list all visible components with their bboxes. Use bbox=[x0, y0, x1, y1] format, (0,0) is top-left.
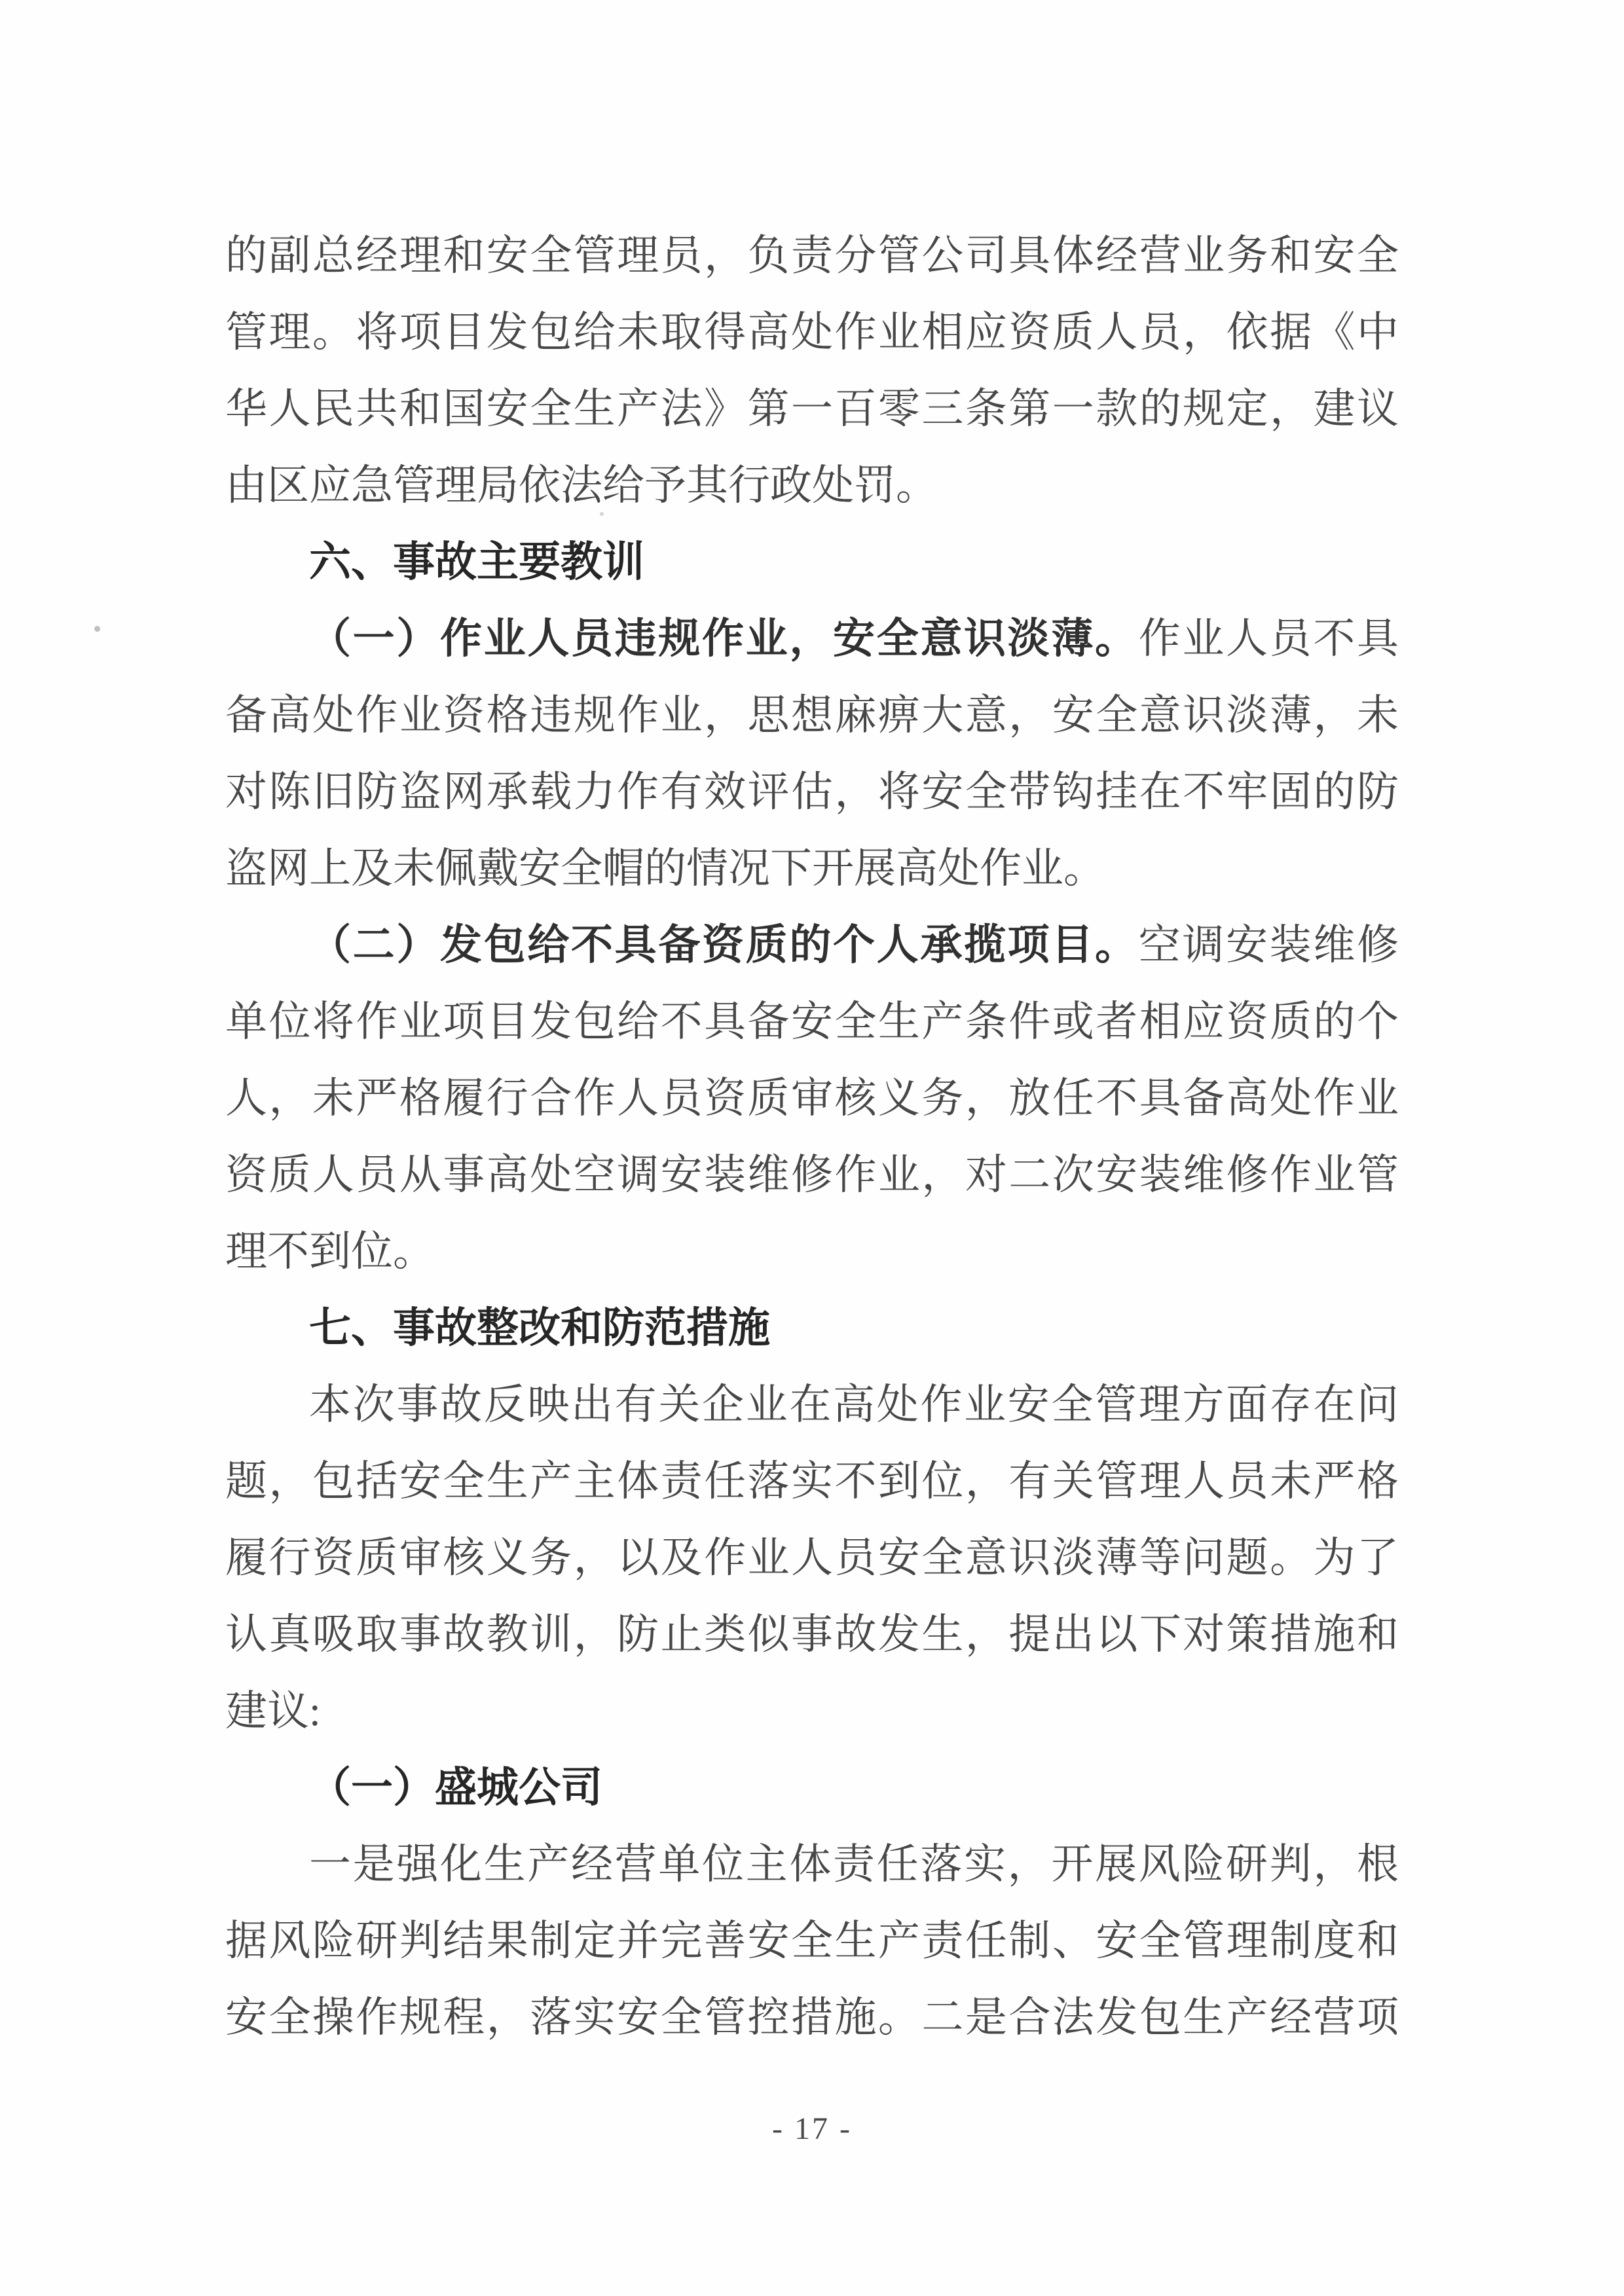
subsection-title: （二）发包给不具备资质的个人承揽项目。 bbox=[309, 922, 1139, 968]
text-line bbox=[225, 294, 1399, 371]
text-run: 的副总经理和安全管理员，负责分管公司具体经营业务和安全 bbox=[225, 232, 1399, 279]
scan-speck bbox=[94, 626, 100, 632]
text-run: 单位将作业项目发包给不具备安全生产条件或者相应资质的个 bbox=[225, 998, 1399, 1045]
text-run: 认真吸取事故教训，防止类似事故发生，提出以下对策措施和 bbox=[225, 1611, 1399, 1658]
text-run: 管理。将项目发包给未取得高处作业相应资质人员，依据《中 bbox=[225, 309, 1399, 355]
page-number: - 17 - bbox=[772, 2111, 852, 2146]
text-line bbox=[225, 1137, 1399, 1213]
document-body bbox=[225, 217, 1399, 2056]
text-run: 由区应急管理局依法给予其行政处罚。 bbox=[225, 462, 938, 509]
text-line bbox=[225, 677, 1399, 754]
heading-text: （一）盛城公司 bbox=[309, 1764, 602, 1811]
text-line bbox=[225, 1826, 1399, 1903]
text-run: 人，未严格履行合作人员资质审核义务，放任不具备高处作业 bbox=[225, 1075, 1399, 1121]
heading-text: 六、事故主要教训 bbox=[309, 539, 644, 585]
text-run: 盗网上及未佩戴安全帽的情况下开展高处作业。 bbox=[225, 845, 1105, 892]
heading-section-six bbox=[225, 524, 1399, 600]
text-line bbox=[225, 371, 1399, 447]
text-run: 一是强化生产经营单位主体责任落实，开展风险研判，根 bbox=[309, 1841, 1399, 1887]
text-line bbox=[225, 1979, 1399, 2056]
text-line bbox=[225, 1213, 1399, 1290]
heading-section-seven bbox=[225, 1290, 1399, 1366]
text-line bbox=[225, 983, 1399, 1060]
text-line bbox=[225, 217, 1399, 294]
text-line bbox=[225, 1443, 1399, 1520]
text-line bbox=[225, 1596, 1399, 1673]
text-run: 作业人员不具 bbox=[1138, 615, 1399, 662]
text-run: 空调安装维修 bbox=[1138, 922, 1399, 968]
subsection-title: （一）作业人员违规作业，安全意识淡薄。 bbox=[309, 615, 1139, 662]
text-run: 安全操作规程，落实安全管控措施。二是合法发包生产经营项 bbox=[225, 1994, 1399, 2041]
text-run: 本次事故反映出有关企业在高处作业安全管理方面存在问 bbox=[309, 1381, 1399, 1428]
text-run: 资质人员从事高处空调安装维修作业，对二次安装维修作业管 bbox=[225, 1152, 1399, 1198]
text-line bbox=[225, 1673, 1399, 1749]
text-run: 备高处作业资格违规作业，思想麻痹大意，安全意识淡薄，未 bbox=[225, 692, 1399, 738]
text-run: 华人民共和国安全生产法》第一百零三条第一款的规定，建议 bbox=[225, 386, 1399, 432]
text-line bbox=[225, 830, 1399, 907]
text-line bbox=[225, 600, 1399, 677]
heading-text: 七、事故整改和防范措施 bbox=[309, 1305, 770, 1351]
text-run: 履行资质审核义务，以及作业人员安全意识淡薄等问题。为了 bbox=[225, 1535, 1399, 1581]
text-line bbox=[225, 754, 1399, 830]
text-line bbox=[225, 1366, 1399, 1443]
text-line bbox=[225, 447, 1399, 524]
text-run: 据风险研判结果制定并完善安全生产责任制、安全管理制度和 bbox=[225, 1918, 1399, 1964]
text-line bbox=[225, 907, 1399, 983]
text-line bbox=[225, 1520, 1399, 1596]
text-run: 题，包括安全生产主体责任落实不到位，有关管理人员未严格 bbox=[225, 1458, 1399, 1504]
text-line bbox=[225, 1903, 1399, 1979]
heading-subsection-shengcheng bbox=[225, 1749, 1399, 1826]
text-run: 理不到位。 bbox=[225, 1228, 435, 1275]
text-run: 建议: bbox=[225, 1688, 321, 1734]
text-line bbox=[225, 1060, 1399, 1137]
text-run: 对陈旧防盗网承载力作有效评估，将安全带钩挂在不牢固的防 bbox=[225, 769, 1399, 815]
